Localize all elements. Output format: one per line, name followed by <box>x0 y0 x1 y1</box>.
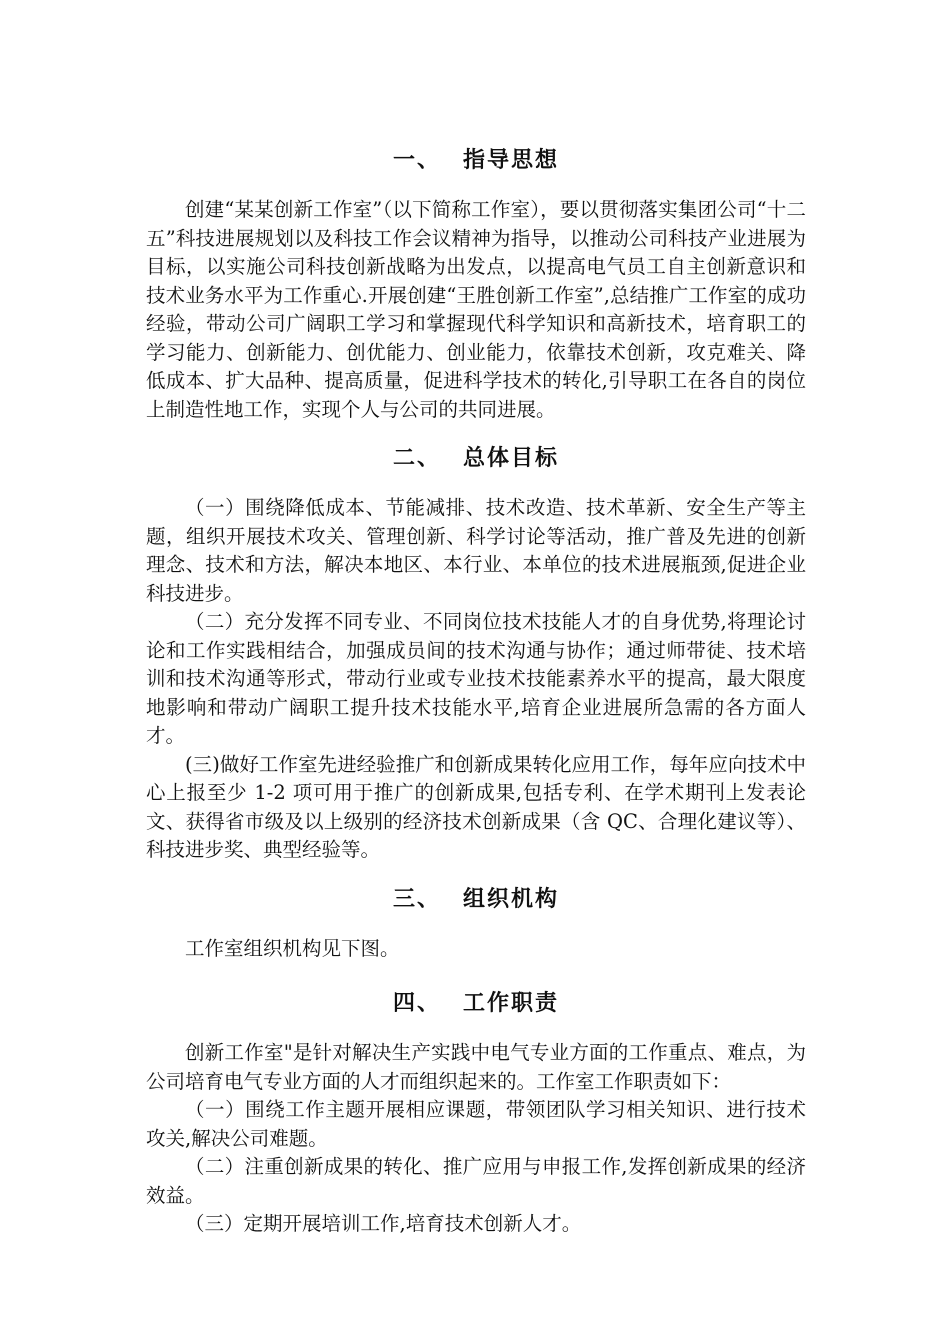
section-3-number: 三、 <box>392 886 441 912</box>
section-3-title: 组织机构 <box>463 886 560 912</box>
section-4-paragraph-4: （三）定期开展培训工作,培育技术创新人才。 <box>185 1212 582 1235</box>
section-1-number: 一、 <box>392 148 441 173</box>
section-1-paragraph-1: 创建“某某创新工作室”（以下简称工作室），要以贯彻落实集团公司“十二五”科技进展规划以及科技工作会议精神为指导，以推动公司科技产业进展为目标，以实施公司科技创新战略为出发点，以提高电气员工自主创新意识和技术业务水平为工作重心.开展创建“王胜创新工作室”,总结推广工作室的成功经验，带动公司广阔职工学习和掌握现代科学知识和高新技术，培育职工的学习能力、创新能力、创优能力、创业能力，依靠技术创新，攻克难关、降低成本、扩大品种、提高质量，促进科学技术的转化,引导职工在各自的岗位上制造性地工作，实现个人与公司的共同进展。 <box>146 198 806 421</box>
section-2-number: 二、 <box>392 446 441 471</box>
section-1-heading <box>146 140 806 182</box>
section-2-heading <box>146 438 806 480</box>
section-4-paragraph-2: （一）围绕工作主题开展相应课题，带领团队学习相关知识、进行技术攻关,解决公司难题。 <box>146 1098 806 1150</box>
section-1-title: 指导思想 <box>463 148 560 173</box>
section-3-paragraph-1: 工作室组织机构见下图。 <box>185 936 400 960</box>
section-2-paragraph-2: （二）充分发挥不同专业、不同岗位技术技能人才的自身优势,将理论讨论和工作实践相结合，加强成员间的技术沟通与协作；通过师带徒、技术培训和技术沟通等形式，带动行业或专业技术技能素养水平的提高，最大限度地影响和带动广阔职工提升技术技能水平,培育企业进展所急需的各方面人才。 <box>146 610 806 747</box>
section-3-heading <box>146 879 806 921</box>
section-4-number: 四、 <box>392 991 441 1016</box>
section-2-paragraph-1: （一）围绕降低成本、节能减排、技术改造、技术革新、安全生产等主题，组织开展技术攻关、管理创新、科学讨论等活动，推广普及先进的创新理念、技术和方法，解决本地区、本行业、本单位的技术进展瓶颈,促进企业科技进步。 <box>146 496 806 605</box>
section-2-title: 总体目标 <box>463 446 560 471</box>
section-4-paragraph-3: （二）注重创新成果的转化、推广应用与申报工作,发挥创新成果的经济效益。 <box>146 1155 806 1207</box>
document-page <box>146 140 806 1239</box>
section-4-title: 工作职责 <box>463 991 560 1016</box>
section-4-heading <box>146 983 806 1025</box>
section-2-paragraph-3: (三)做好工作室先进经验推广和创新成果转化应用工作，每年应向技术中心上报至少 1-2 项可用于推广的创新成果,包括专利、在学术期刊上发表论文、获得省市级及以上级别的经济技术创新成果（含 QC、合理化建议等）、科技进步奖、典型经验等。 <box>146 752 806 861</box>
section-4-paragraph-1: 创新工作室"是针对解决生产实践中电气专业方面的工作重点、难点，为公司培育电气专业方面的人才而组织起来的。工作室工作职责如下： <box>146 1041 806 1093</box>
